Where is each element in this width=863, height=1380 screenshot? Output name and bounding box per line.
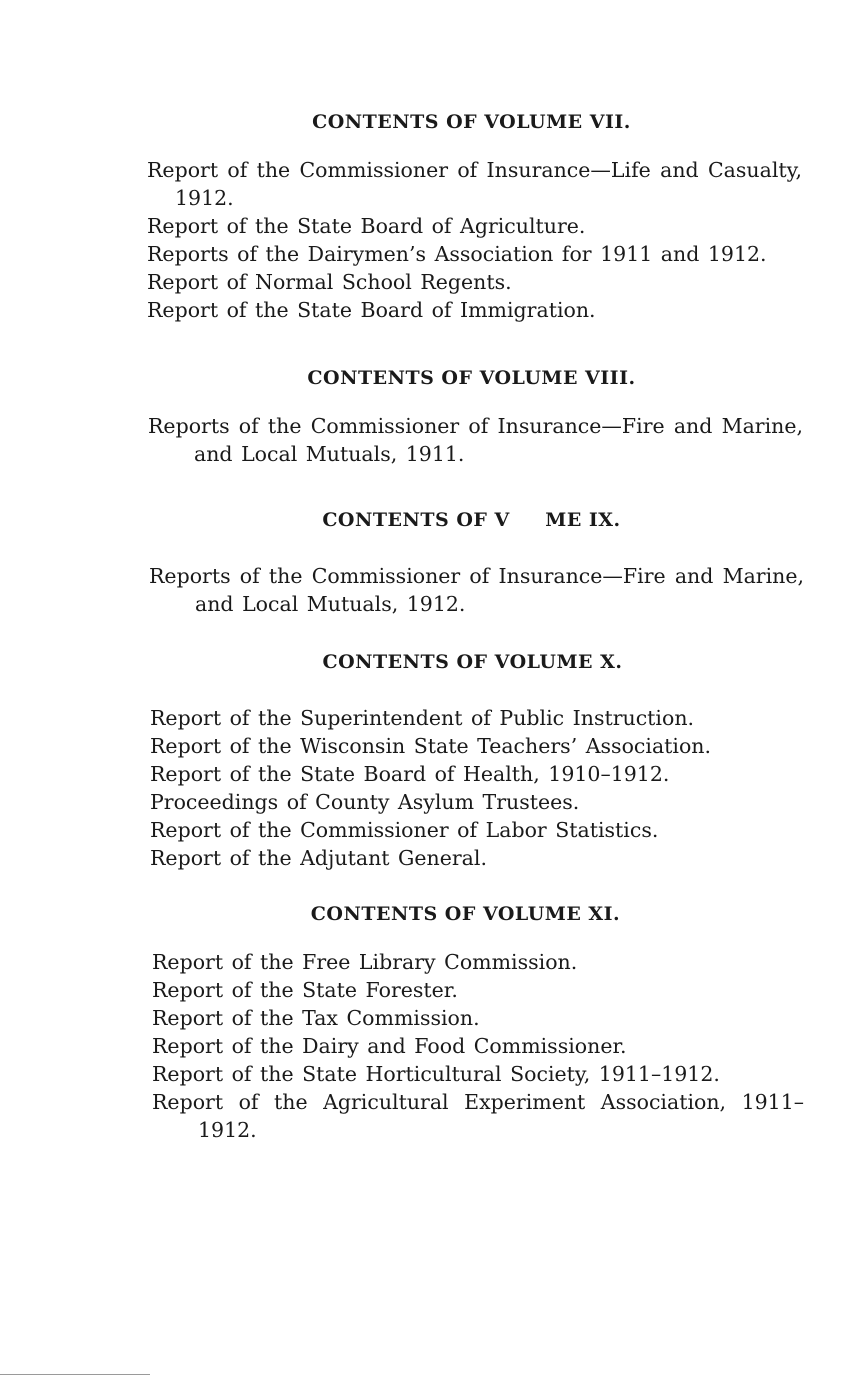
entry-list-item: Report of the Wisconsin State Teachers’ Association. [150, 734, 712, 758]
volume-ix-entries [149, 562, 804, 618]
entry-list-item: Reports of the Commissioner of Insurance—Fire and Marine, and Local Mutuals, 1912. [149, 564, 804, 616]
volume-x-entries [150, 704, 790, 872]
volume-vii-entries [147, 156, 802, 324]
volume-xi-heading: CONTENTS OF VOLUME XI. [310, 903, 621, 925]
entry-list-item: Report of the Commissioner of Labor Statistics. [150, 818, 659, 842]
volume-vii-section [0, 110, 863, 324]
entry-list-item: Report of Normal School Regents. [147, 270, 512, 294]
volume-vii-heading: CONTENTS OF VOLUME VII. [312, 111, 631, 133]
volume-ix-section [0, 508, 863, 618]
volume-xi-entries [152, 948, 804, 1144]
entry-list-item: Report of the Adjutant General. [150, 846, 487, 870]
entry-list-item: Report of the State Board of Health, 1910–1912. [150, 762, 670, 786]
entry-list-item: Report of the State Horticultural Society, 1911–1912. [152, 1062, 720, 1086]
page-edge-rule [0, 1374, 150, 1375]
volume-xi-section [0, 902, 863, 1144]
volume-x-section [0, 650, 863, 872]
volume-x-heading: CONTENTS OF VOLUME X. [322, 651, 623, 673]
entry-list-item: Report of the State Forester. [152, 978, 458, 1002]
entry-list-item: Report of the Agricultural Experiment Association, 1911–1912. [152, 1090, 804, 1142]
entry-list-item: Report of the Tax Commission. [152, 1006, 480, 1030]
entry-list-item: Report of the Free Library Commission. [152, 950, 578, 974]
volume-viii-entries [148, 412, 803, 468]
entry-list-item: Report of the Commissioner of Insurance—Life and Casualty, 1912. [147, 158, 802, 210]
entry-list-item: Report of the Dairy and Food Commissioner. [152, 1034, 627, 1058]
volume-viii-heading: CONTENTS OF VOLUME VIII. [307, 367, 636, 389]
entry-list-item: Proceedings of County Asylum Trustees. [150, 790, 580, 814]
volume-ix-heading: CONTENTS OF V ME IX. [322, 509, 621, 531]
entry-list-item: Report of the State Board of Immigration. [147, 298, 596, 322]
entry-list-item: Reports of the Dairymen’s Association for 1911 and 1912. [147, 242, 767, 266]
entry-list-item: Report of the State Board of Agriculture. [147, 214, 586, 238]
entry-list-item: Reports of the Commissioner of Insurance—Fire and Marine, and Local Mutuals, 1911. [148, 414, 803, 466]
entry-list-item: Report of the Superintendent of Public Instruction. [150, 706, 695, 730]
volume-viii-section [0, 366, 863, 468]
